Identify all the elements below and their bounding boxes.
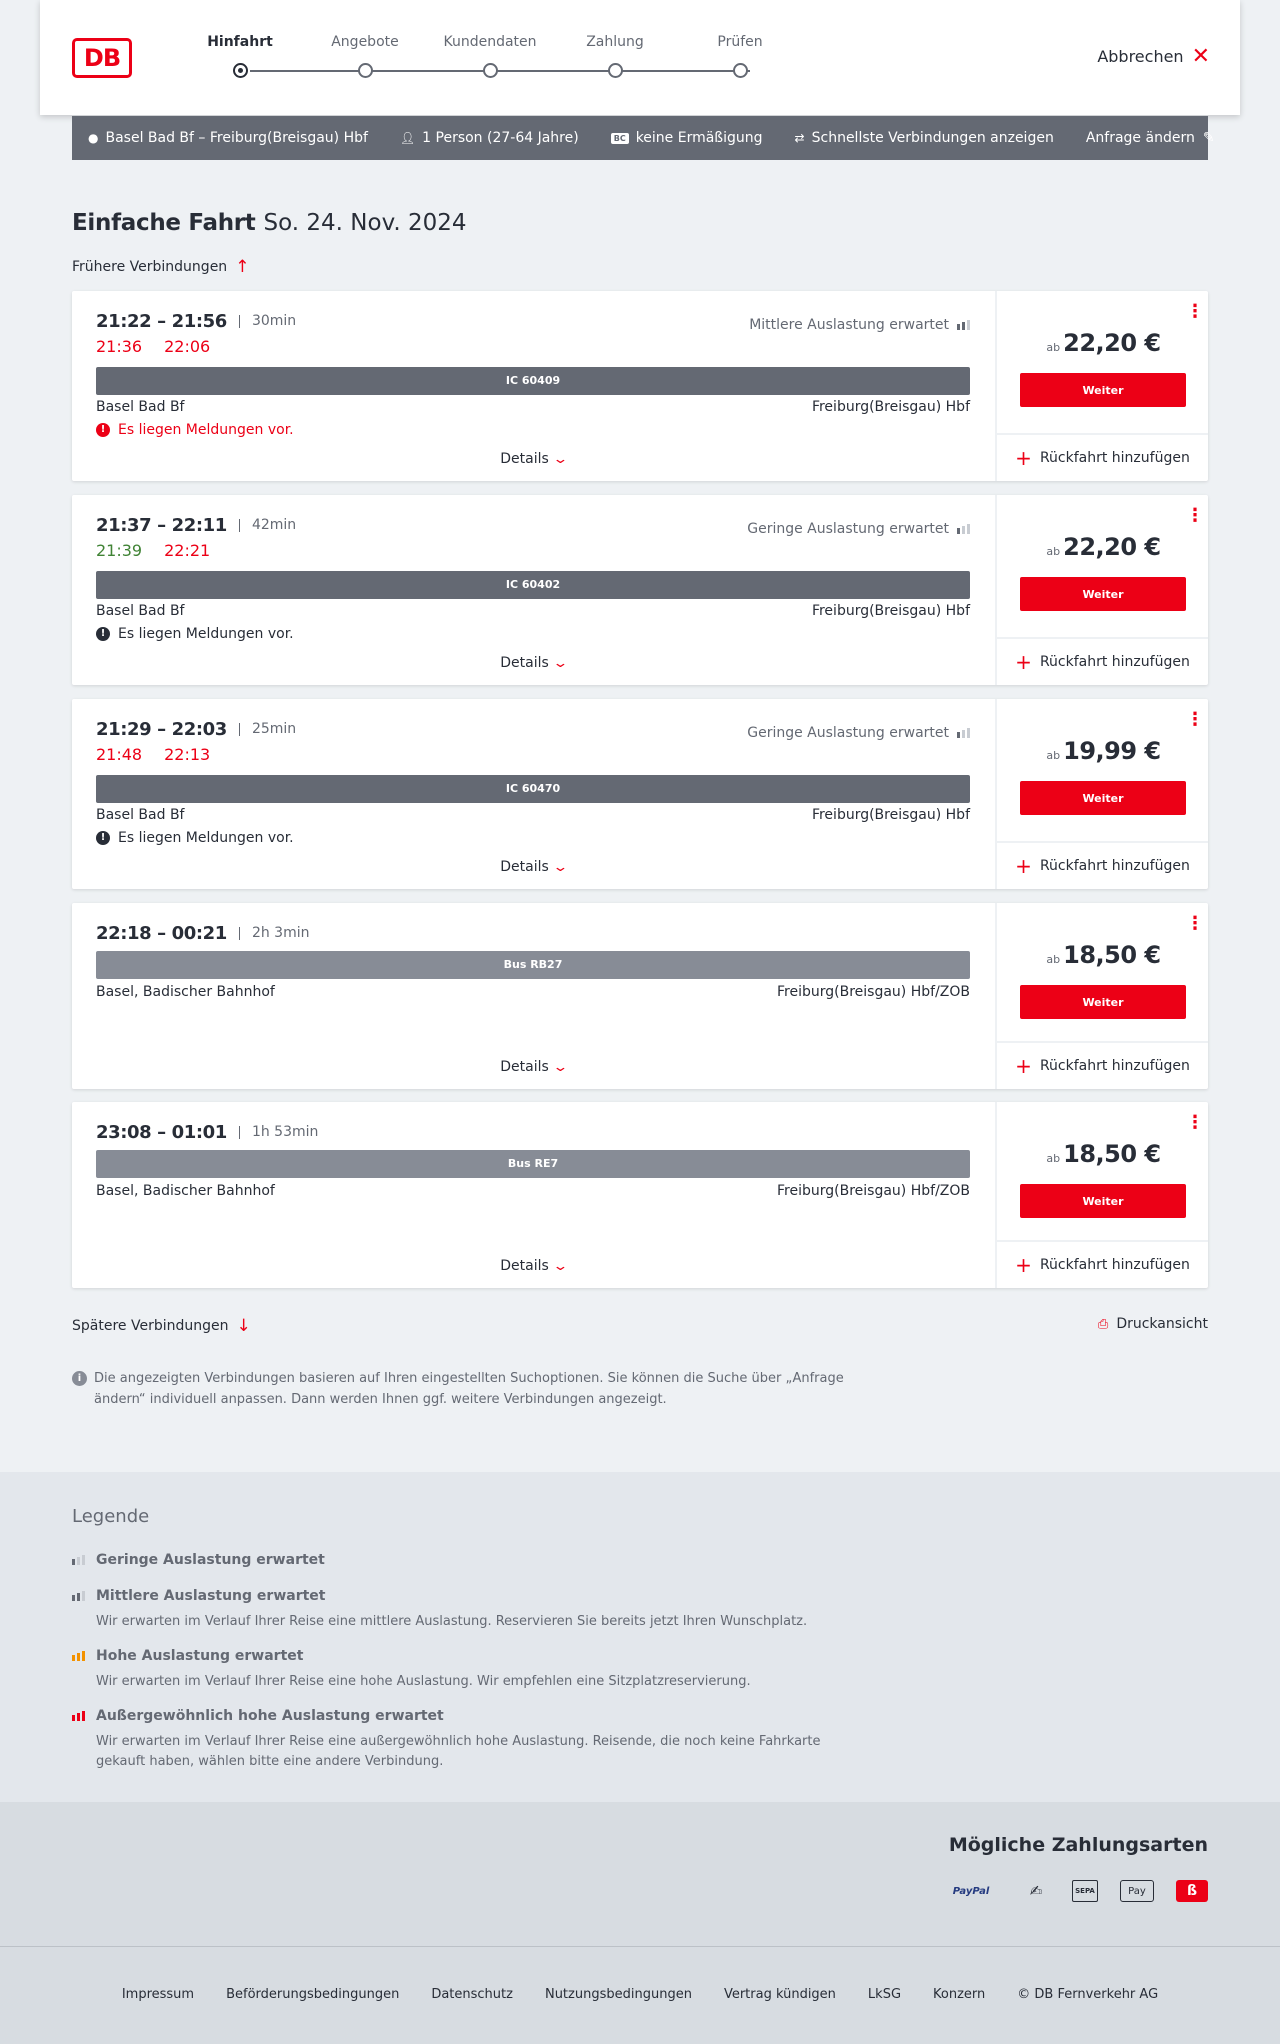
legend-item-description: Wir erwarten im Verlauf Ihrer Reise eine mittlere Auslastung. Reservieren Sie bereits jetzt Ihren Wunschplatz.	[96, 1614, 808, 1629]
footer-link-impressum[interactable]: Impressum	[121, 1987, 195, 2002]
train-segment-bar[interactable]: IC 60402	[96, 571, 970, 599]
price-prefix: ab	[1046, 953, 1061, 966]
details-toggle[interactable]	[72, 1059, 994, 1075]
time-range: 23:08 – 01:01	[96, 1122, 227, 1143]
chevron-down-icon: ⌄	[552, 452, 569, 467]
legend-item-label: Außergewöhnlich hohe Auslastung erwartet	[96, 1708, 444, 1724]
realtime-arrival: 22:13	[164, 745, 211, 764]
notice-text: Es liegen Meldungen vor.	[118, 422, 294, 438]
notice-message	[96, 626, 294, 642]
occupancy-info	[747, 725, 970, 741]
alert-icon: !	[96, 831, 110, 845]
price-value: 22,20 €	[1063, 533, 1161, 561]
plus-icon: +	[1015, 650, 1032, 674]
time-range: 22:18 – 00:21	[96, 923, 227, 944]
details-label: Details	[500, 1258, 549, 1274]
cancel-label: Abbrechen	[1097, 47, 1184, 66]
arrow-up-icon: ↑	[235, 257, 250, 277]
occupancy-icon	[72, 1651, 85, 1661]
occupancy-info	[749, 317, 970, 333]
step-label: Prüfen	[717, 34, 763, 50]
step-pruefen	[680, 34, 800, 56]
time-range: 21:29 – 22:03	[96, 719, 227, 740]
occupancy-icon	[957, 524, 970, 534]
train-segment-bar[interactable]: IC 60409	[96, 367, 970, 395]
page-title	[72, 210, 467, 236]
destination-station: Freiburg(Breisgau) Hbf	[811, 603, 970, 619]
journey-main[interactable]	[72, 903, 994, 1089]
add-return-button[interactable]	[997, 433, 1208, 481]
details-toggle[interactable]	[72, 859, 994, 875]
page-footer	[0, 1947, 1280, 2044]
legend-item-description: Wir erwarten im Verlauf Ihrer Reise eine außergewöhnlich hohe Auslastung. Reisende, die noch keine Fahrkarte gekauft haben, wählen bitte eine andere Verbindung.	[96, 1734, 821, 1769]
destination-station: Freiburg(Breisgau) Hbf	[811, 399, 970, 415]
change-request-button[interactable]	[1086, 130, 1215, 146]
add-return-label: Rückfahrt hinzufügen	[1039, 1257, 1190, 1273]
train-segment-bar[interactable]: IC 60470	[96, 775, 970, 803]
legend-item-label: Geringe Auslastung erwartet	[96, 1552, 325, 1568]
price-prefix: ab	[1046, 749, 1061, 762]
realtime-arrival: 22:06	[164, 337, 211, 356]
journey-card-2	[72, 495, 1208, 685]
payment-icons	[942, 1880, 1208, 1902]
journey-main[interactable]	[72, 495, 994, 685]
more-options-icon[interactable]: ⋮	[1186, 709, 1204, 730]
journey-main[interactable]	[72, 1102, 994, 1288]
occupancy-icon	[72, 1591, 85, 1601]
notice-message	[96, 830, 294, 846]
weiter-button[interactable]: Weiter	[1020, 985, 1186, 1019]
print-view-link[interactable]	[1098, 1316, 1208, 1332]
route-text: Basel Bad Bf – Freiburg(Breisgau) Hbf	[105, 130, 368, 146]
close-icon: ✕	[1191, 43, 1210, 69]
train-segment-bar[interactable]: Bus RE7	[96, 1150, 970, 1178]
details-toggle[interactable]	[72, 451, 994, 467]
chevron-down-icon: ⌄	[552, 860, 569, 875]
add-return-button[interactable]	[997, 1041, 1208, 1089]
trip-type: Einfache Fahrt	[72, 210, 256, 236]
journey-offer	[995, 495, 1208, 685]
later-label: Spätere Verbindungen	[72, 1318, 229, 1334]
journey-times	[96, 515, 296, 536]
journey-offer	[995, 903, 1208, 1089]
price	[997, 533, 1210, 561]
legend-item-label: Mittlere Auslastung erwartet	[96, 1588, 326, 1604]
occupancy-text: Mittlere Auslastung erwartet	[749, 317, 949, 333]
add-return-label: Rückfahrt hinzufügen	[1039, 1058, 1190, 1074]
journey-times	[96, 923, 309, 944]
destination-station: Freiburg(Breisgau) Hbf/ZOB	[777, 1183, 970, 1199]
passengers-text: 1 Person (27-64 Jahre)	[422, 130, 579, 146]
journey-card-1	[72, 291, 1208, 481]
occupancy-icon	[957, 728, 970, 738]
stepper-line	[250, 70, 750, 72]
progress-stepper	[180, 34, 780, 94]
time-range: 21:22 – 21:56	[96, 311, 227, 332]
step-dot	[608, 63, 623, 78]
price-value: 18,50 €	[1063, 941, 1161, 969]
legend-item-title	[72, 1588, 852, 1604]
duration: 2h 3min	[239, 927, 310, 940]
price	[997, 941, 1210, 969]
origin-station: Basel, Badischer Bahnhof	[96, 1183, 275, 1199]
step-label: Kundendaten	[443, 34, 537, 50]
add-return-button[interactable]	[997, 637, 1208, 685]
journey-times	[96, 1122, 318, 1143]
occupancy-text: Geringe Auslastung erwartet	[747, 725, 949, 741]
realtime-times	[96, 337, 232, 356]
earlier-connections-link[interactable]	[72, 257, 249, 277]
details-label: Details	[500, 1059, 549, 1075]
legend-title: Legende	[72, 1506, 150, 1527]
occupancy-icon	[72, 1555, 85, 1565]
discount-text: keine Ermäßigung	[635, 130, 763, 146]
more-options-icon[interactable]: ⋮	[1186, 913, 1204, 934]
price-prefix: ab	[1046, 545, 1061, 558]
search-fastest	[795, 130, 1054, 146]
search-route	[88, 130, 368, 146]
bahncard-icon: BC	[611, 133, 629, 144]
train-segment-bar[interactable]: Bus RB27	[96, 951, 970, 979]
later-connections-link[interactable]	[72, 1316, 251, 1336]
weiter-button[interactable]: Weiter	[1020, 577, 1186, 611]
notice-text: Es liegen Meldungen vor.	[118, 626, 294, 642]
plus-icon: +	[1015, 1253, 1032, 1277]
sepa-icon: SEPA	[1072, 1880, 1098, 1902]
checkout-header	[40, 0, 1240, 115]
weiter-button[interactable]: Weiter	[1020, 373, 1186, 407]
add-return-label: Rückfahrt hinzufügen	[1039, 858, 1190, 874]
payment-methods-section	[0, 1802, 1280, 1947]
search-passengers	[400, 130, 579, 146]
destination-station: Freiburg(Breisgau) Hbf/ZOB	[777, 984, 970, 1000]
swap-arrows-icon: ⇄	[794, 131, 805, 145]
price-value: 22,20 €	[1063, 329, 1161, 357]
earlier-label: Frühere Verbindungen	[72, 259, 228, 275]
legend-item	[72, 1552, 852, 1568]
search-discount	[611, 130, 763, 146]
origin-station: Basel Bad Bf	[96, 603, 185, 619]
destination-station: Freiburg(Breisgau) Hbf	[811, 807, 970, 823]
alert-icon: !	[96, 627, 110, 641]
realtime-arrival: 22:21	[164, 541, 211, 560]
legend-item-title	[72, 1552, 852, 1568]
step-dot	[358, 63, 373, 78]
journey-times	[96, 719, 296, 740]
step-label: Hinfahrt	[207, 34, 273, 50]
footer-link-nutzungsbedingungen[interactable]: Nutzungsbedingungen	[544, 1987, 692, 2002]
occupancy-icon	[72, 1711, 85, 1721]
chevron-down-icon: ⌄	[552, 656, 569, 671]
journey-times	[96, 311, 296, 332]
step-dot-active	[233, 63, 248, 78]
price	[997, 329, 1210, 357]
footer-link-vertrag-kuendigen[interactable]: Vertrag kündigen	[723, 1987, 836, 2002]
search-summary-bar	[72, 116, 1215, 160]
db-bonus-icon: ß	[1176, 1880, 1208, 1902]
price-prefix: ab	[1046, 341, 1061, 354]
price	[997, 1140, 1210, 1168]
occupancy-text: Geringe Auslastung erwartet	[747, 521, 949, 537]
arrow-down-icon: ↓	[236, 1316, 251, 1336]
details-toggle[interactable]	[72, 1258, 994, 1274]
apple-pay-icon	[1120, 1880, 1154, 1902]
trip-date: So. 24. Nov. 2024	[263, 210, 467, 236]
journey-main[interactable]	[72, 291, 994, 481]
step-label: Zahlung	[586, 34, 644, 50]
weiter-button[interactable]: Weiter	[1020, 1184, 1186, 1218]
duration: 25min	[239, 723, 296, 736]
add-return-label: Rückfahrt hinzufügen	[1039, 654, 1190, 670]
step-dot	[733, 63, 748, 78]
alert-icon: !	[96, 423, 110, 437]
legend-item	[72, 1588, 852, 1632]
duration: 42min	[239, 519, 296, 532]
realtime-times	[96, 745, 232, 764]
person-icon: 👤︎	[399, 131, 416, 145]
more-options-icon[interactable]: ⋮	[1186, 301, 1204, 322]
paypal-icon: PayPal	[952, 1885, 990, 1897]
time-range: 21:37 – 22:11	[96, 515, 227, 536]
direct-debit-signature-icon: ✍	[1029, 1882, 1043, 1900]
info-text: Die angezeigten Verbindungen basieren auf Ihren eingestellten Suchoptionen. Sie können die Suche über „Anfrage ändern“ individuell anpassen. Dann werden Ihnen ggf. weitere Verbindungen angezeigt.	[94, 1371, 844, 1407]
more-options-icon[interactable]: ⋮	[1186, 505, 1204, 526]
step-dot	[483, 63, 498, 78]
price-value: 18,50 €	[1063, 1140, 1161, 1168]
legend-item-title	[72, 1708, 852, 1724]
occupancy-icon	[957, 320, 970, 330]
journey-offer	[995, 699, 1208, 889]
legend-section	[0, 1472, 1280, 1802]
apple-pay-label: Pay	[1128, 1885, 1146, 1897]
legend-item	[72, 1708, 852, 1772]
info-icon: i	[72, 1371, 87, 1386]
journey-card-5	[72, 1102, 1208, 1288]
weiter-button[interactable]: Weiter	[1020, 781, 1186, 815]
db-logo[interactable]: DB	[72, 38, 132, 78]
details-label: Details	[500, 859, 549, 875]
origin-station: Basel Bad Bf	[96, 807, 185, 823]
details-label: Details	[500, 451, 549, 467]
price	[997, 737, 1210, 765]
journey-offer	[995, 1102, 1208, 1288]
add-return-button[interactable]	[997, 841, 1208, 889]
cancel-button[interactable]	[1097, 43, 1210, 69]
footer-link-konzern[interactable]: Konzern	[933, 1987, 986, 2002]
change-request-label: Anfrage ändern	[1085, 130, 1195, 146]
footer-link-befoerderungsbedingungen[interactable]: Beförderungsbedingungen	[226, 1987, 400, 2002]
details-toggle[interactable]	[72, 655, 994, 671]
plus-icon: +	[1015, 446, 1032, 470]
origin-station: Basel Bad Bf	[96, 399, 185, 415]
plus-icon: +	[1015, 1054, 1032, 1078]
step-kundendaten	[430, 34, 550, 56]
legend-item	[72, 1648, 852, 1692]
step-label: Angebote	[331, 34, 399, 50]
journey-card-3	[72, 699, 1208, 889]
footer-link-lksg[interactable]: LkSG	[867, 1987, 902, 2002]
origin-station: Basel, Badischer Bahnhof	[96, 984, 275, 1000]
footer-link-datenschutz[interactable]: Datenschutz	[431, 1987, 513, 2002]
realtime-departure: 21:36	[96, 337, 143, 356]
footer-links	[0, 1987, 1280, 2002]
plus-icon: +	[1015, 854, 1032, 878]
details-label: Details	[500, 655, 549, 671]
more-options-icon[interactable]: ⋮	[1186, 1112, 1204, 1133]
step-zahlung	[555, 34, 675, 56]
realtime-times	[96, 541, 232, 560]
legend-item-description: Wir erwarten im Verlauf Ihrer Reise eine hohe Auslastung. Wir empfehlen eine Sitzplatzreservierung.	[96, 1674, 751, 1689]
footer-copyright: © DB Fernverkehr AG	[1017, 1987, 1159, 2002]
notice-text: Es liegen Meldungen vor.	[118, 830, 294, 846]
pencil-icon: ✎	[1202, 130, 1215, 146]
legend-item-label: Hohe Auslastung erwartet	[96, 1648, 304, 1664]
location-pin-icon: ●	[88, 131, 99, 145]
printer-icon: ⎙	[1097, 1316, 1109, 1332]
occupancy-info	[747, 521, 970, 537]
chevron-down-icon: ⌄	[552, 1259, 569, 1274]
chevron-down-icon: ⌄	[552, 1060, 569, 1075]
realtime-departure: 21:39	[96, 541, 143, 560]
step-angebote	[305, 34, 425, 56]
journey-card-4	[72, 903, 1208, 1089]
legend-item-title	[72, 1648, 852, 1664]
duration: 30min	[239, 315, 296, 328]
step-hinfahrt	[180, 34, 300, 56]
notice-message	[96, 422, 294, 438]
duration: 1h 53min	[239, 1126, 318, 1139]
realtime-departure: 21:48	[96, 745, 143, 764]
search-info-note	[72, 1368, 852, 1410]
add-return-label: Rückfahrt hinzufügen	[1039, 450, 1190, 466]
print-label: Druckansicht	[1116, 1316, 1208, 1332]
add-return-button[interactable]	[997, 1240, 1208, 1288]
payment-title: Mögliche Zahlungsarten	[948, 1834, 1208, 1856]
journey-offer	[995, 291, 1208, 481]
price-prefix: ab	[1046, 1152, 1061, 1165]
fastest-text: Schnellste Verbindungen anzeigen	[811, 130, 1054, 146]
price-value: 19,99 €	[1063, 737, 1161, 765]
journey-main[interactable]	[72, 699, 994, 889]
